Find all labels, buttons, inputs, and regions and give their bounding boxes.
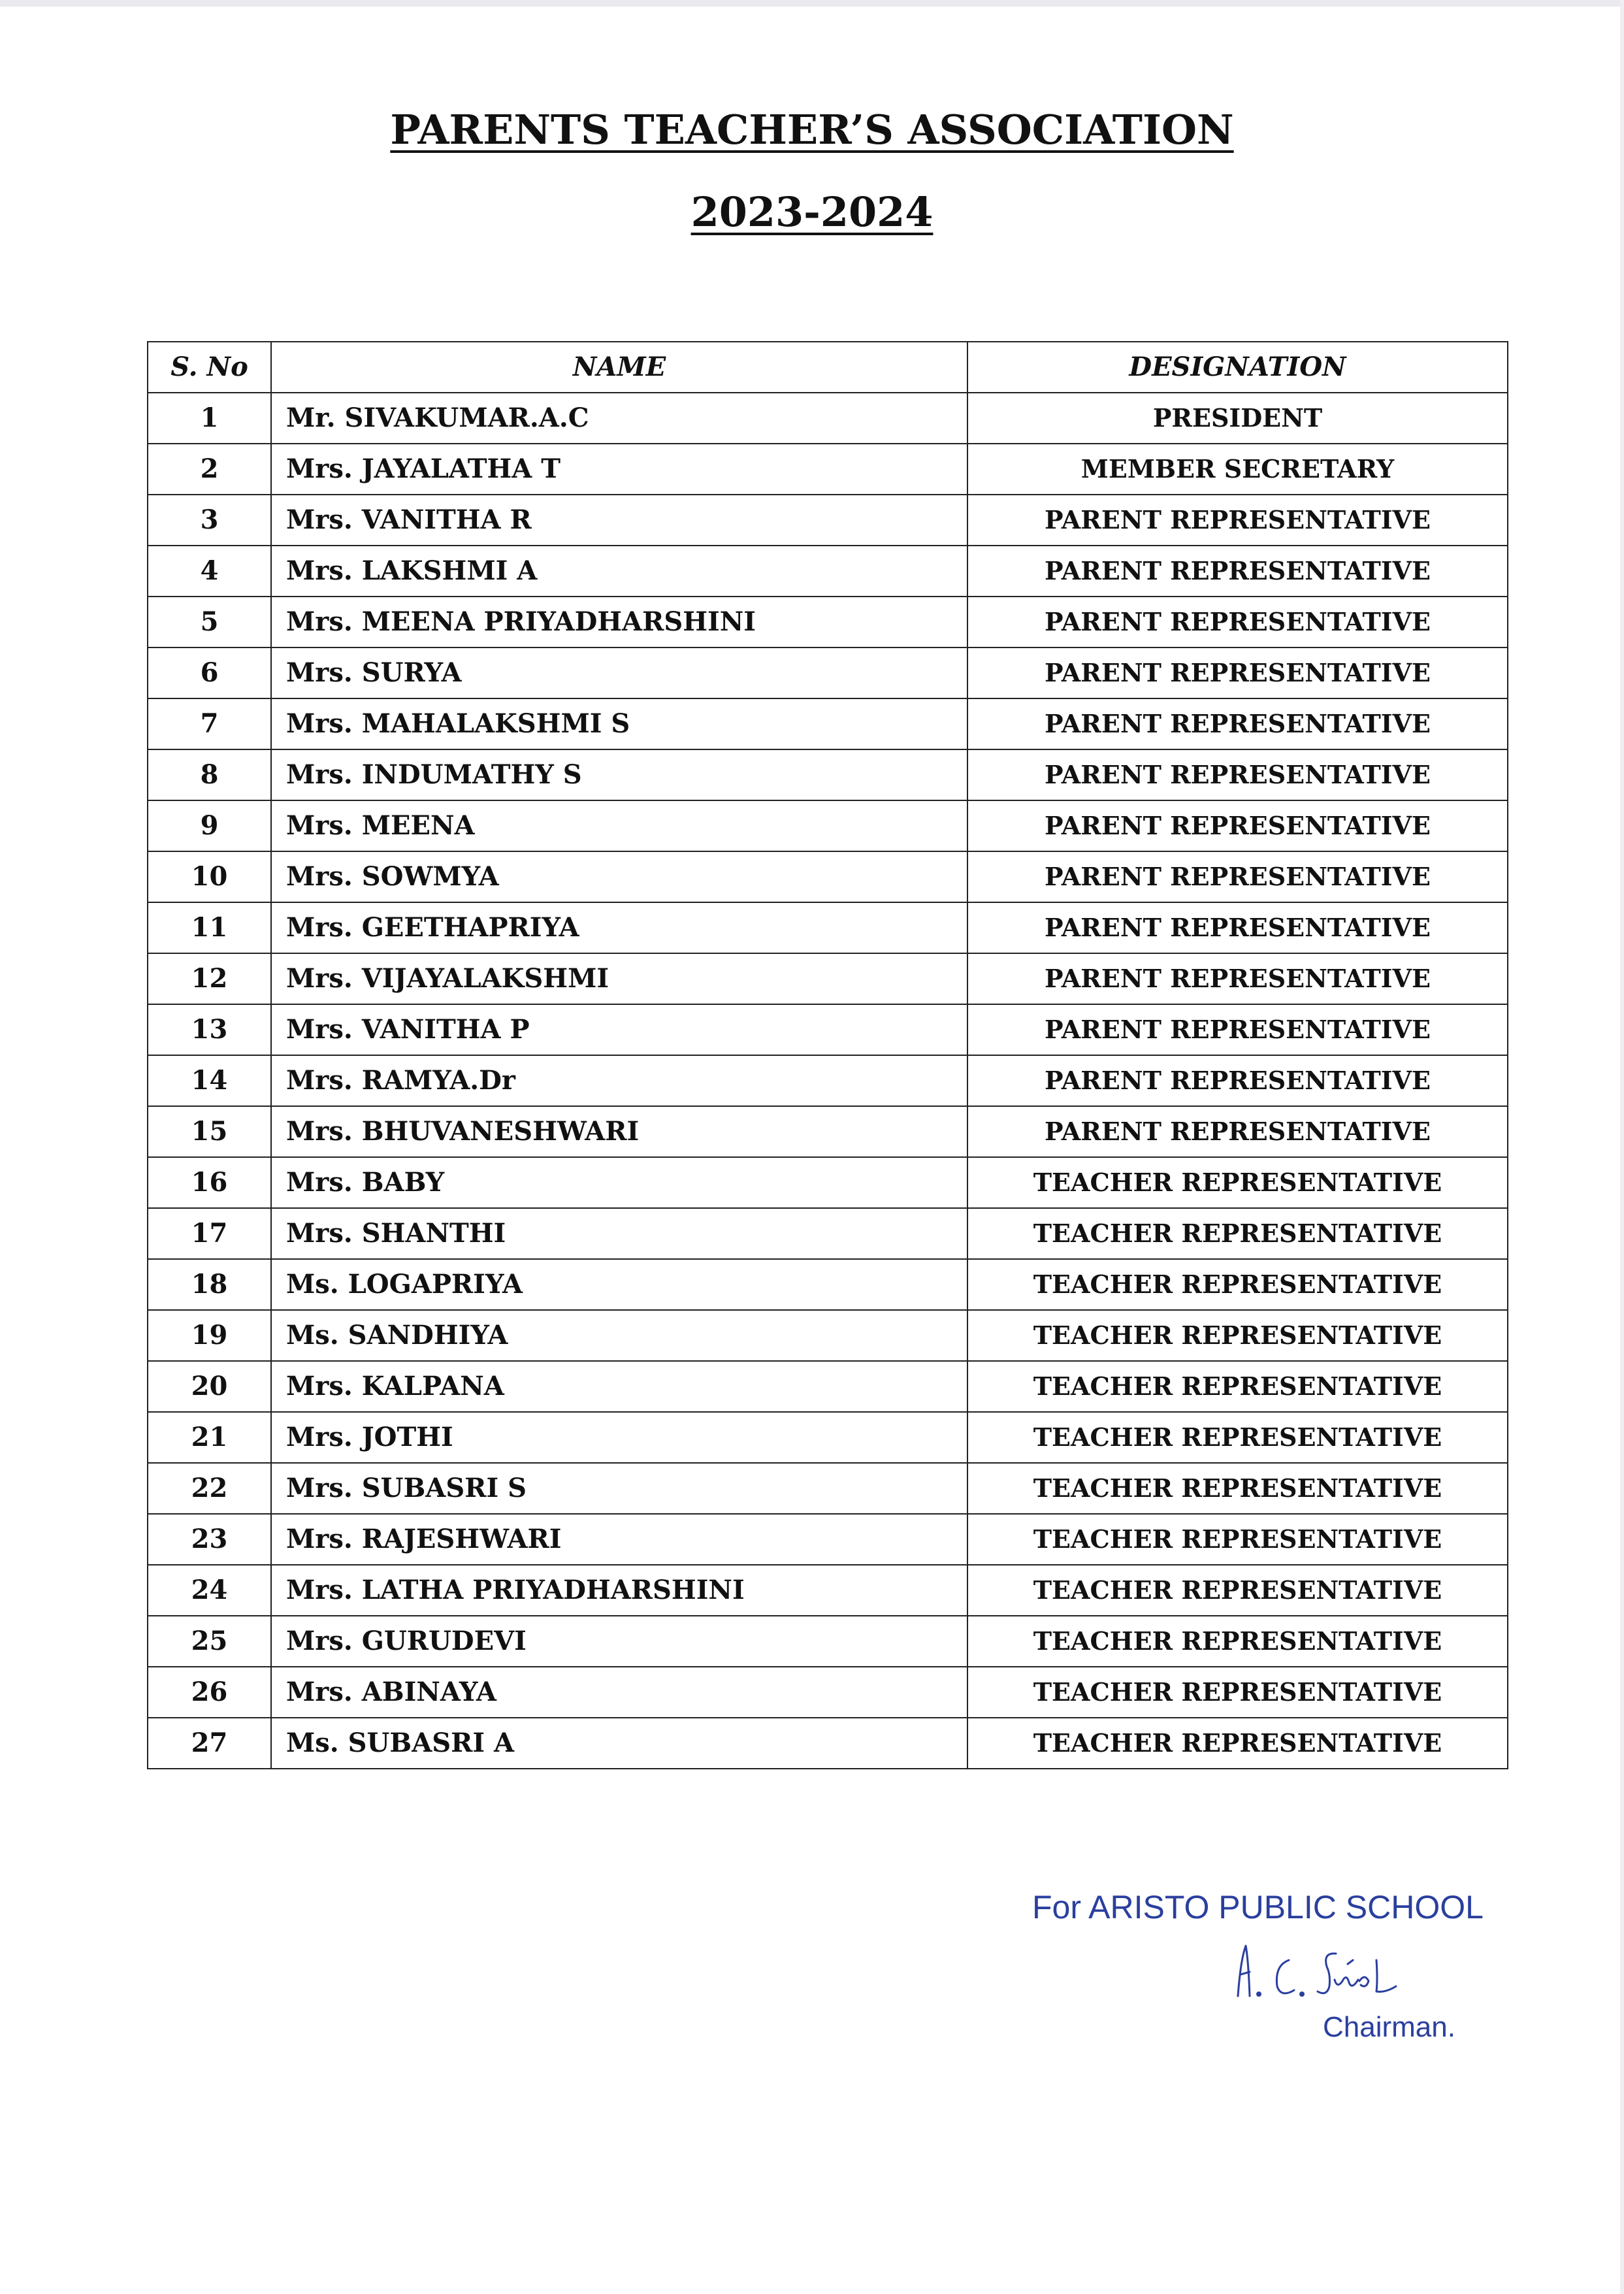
table-body bbox=[148, 393, 1508, 1769]
scan-right-edge bbox=[1620, 0, 1624, 2294]
cell-designation: MEMBER SECRETARY bbox=[967, 444, 1508, 495]
cell-name: Mrs. SUBASRI S bbox=[271, 1463, 967, 1514]
cell-name: Mrs. RAMYA.Dr bbox=[271, 1055, 967, 1106]
cell-name: Ms. SUBASRI A bbox=[271, 1718, 967, 1769]
cell-name: Mrs. LAKSHMI A bbox=[271, 546, 967, 597]
cell-designation: PARENT REPRESENTATIVE bbox=[967, 1004, 1508, 1055]
cell-designation: PARENT REPRESENTATIVE bbox=[967, 698, 1508, 749]
cell-name: Mrs. RAJESHWARI bbox=[271, 1514, 967, 1565]
cell-name: Mrs. JOTHI bbox=[271, 1412, 967, 1463]
cell-name: Mrs. INDUMATHY S bbox=[271, 749, 967, 800]
cell-designation: PARENT REPRESENTATIVE bbox=[967, 495, 1508, 546]
cell-sno: 20 bbox=[148, 1361, 271, 1412]
cell-sno: 16 bbox=[148, 1157, 271, 1208]
cell-designation: TEACHER REPRESENTATIVE bbox=[967, 1208, 1508, 1259]
cell-sno: 24 bbox=[148, 1565, 271, 1616]
cell-designation: TEACHER REPRESENTATIVE bbox=[967, 1463, 1508, 1514]
cell-designation: TEACHER REPRESENTATIVE bbox=[967, 1310, 1508, 1361]
table-row bbox=[148, 1208, 1508, 1259]
table-row bbox=[148, 1667, 1508, 1718]
table-row bbox=[148, 1004, 1508, 1055]
cell-designation: TEACHER REPRESENTATIVE bbox=[967, 1514, 1508, 1565]
stamp-role-label: Chairman. bbox=[1323, 2011, 1455, 2043]
cell-designation: PRESIDENT bbox=[967, 393, 1508, 444]
cell-name: Mrs. SURYA bbox=[271, 647, 967, 698]
table-row bbox=[148, 1514, 1508, 1565]
cell-sno: 7 bbox=[148, 698, 271, 749]
table-row bbox=[148, 1157, 1508, 1208]
scan-top-edge bbox=[0, 0, 1624, 7]
table-row bbox=[148, 444, 1508, 495]
cell-designation: TEACHER REPRESENTATIVE bbox=[967, 1667, 1508, 1718]
cell-name: Ms. LOGAPRIYA bbox=[271, 1259, 967, 1310]
cell-sno: 3 bbox=[148, 495, 271, 546]
cell-sno: 26 bbox=[148, 1667, 271, 1718]
table-row bbox=[148, 1565, 1508, 1616]
cell-name: Mrs. ABINAYA bbox=[271, 1667, 967, 1718]
cell-name: Mrs. VIJAYALAKSHMI bbox=[271, 953, 967, 1004]
table-row bbox=[148, 1361, 1508, 1412]
table-row bbox=[148, 800, 1508, 851]
cell-sno: 22 bbox=[148, 1463, 271, 1514]
cell-designation: PARENT REPRESENTATIVE bbox=[967, 1055, 1508, 1106]
cell-sno: 21 bbox=[148, 1412, 271, 1463]
cell-sno: 11 bbox=[148, 902, 271, 953]
table-row bbox=[148, 1106, 1508, 1157]
table-row bbox=[148, 393, 1508, 444]
cell-sno: 9 bbox=[148, 800, 271, 851]
cell-designation: PARENT REPRESENTATIVE bbox=[967, 953, 1508, 1004]
cell-sno: 8 bbox=[148, 749, 271, 800]
cell-sno: 14 bbox=[148, 1055, 271, 1106]
cell-name: Mrs. VANITHA R bbox=[271, 495, 967, 546]
cell-sno: 6 bbox=[148, 647, 271, 698]
cell-sno: 1 bbox=[148, 393, 271, 444]
table-header-row bbox=[148, 342, 1508, 393]
cell-name: Mrs. SOWMYA bbox=[271, 851, 967, 902]
table-row bbox=[148, 1055, 1508, 1106]
cell-name: Mrs. GEETHAPRIYA bbox=[271, 902, 967, 953]
cell-designation: TEACHER REPRESENTATIVE bbox=[967, 1412, 1508, 1463]
cell-name: Mrs. MEENA PRIYADHARSHINI bbox=[271, 597, 967, 647]
table-row bbox=[148, 902, 1508, 953]
cell-sno: 10 bbox=[148, 851, 271, 902]
cell-designation: PARENT REPRESENTATIVE bbox=[967, 851, 1508, 902]
cell-designation: PARENT REPRESENTATIVE bbox=[967, 1106, 1508, 1157]
table-row bbox=[148, 546, 1508, 597]
cell-name: Mrs. BHUVANESHWARI bbox=[271, 1106, 967, 1157]
table-row bbox=[148, 597, 1508, 647]
document-title bbox=[0, 106, 1624, 154]
chairman-signature bbox=[1231, 1934, 1401, 2006]
cell-designation: TEACHER REPRESENTATIVE bbox=[967, 1259, 1508, 1310]
cell-sno: 12 bbox=[148, 953, 271, 1004]
cell-sno: 15 bbox=[148, 1106, 271, 1157]
table-row bbox=[148, 495, 1508, 546]
cell-sno: 23 bbox=[148, 1514, 271, 1565]
table-row bbox=[148, 749, 1508, 800]
table-row bbox=[148, 1310, 1508, 1361]
cell-sno: 27 bbox=[148, 1718, 271, 1769]
document-year bbox=[0, 188, 1624, 236]
header-name: NAME bbox=[271, 342, 967, 393]
cell-name: Ms. SANDHIYA bbox=[271, 1310, 967, 1361]
table-row bbox=[148, 1259, 1508, 1310]
cell-sno: 13 bbox=[148, 1004, 271, 1055]
cell-name: Mrs. MEENA bbox=[271, 800, 967, 851]
members-table bbox=[147, 341, 1508, 1769]
table-row bbox=[148, 1616, 1508, 1667]
cell-designation: PARENT REPRESENTATIVE bbox=[967, 800, 1508, 851]
cell-designation: TEACHER REPRESENTATIVE bbox=[967, 1565, 1508, 1616]
cell-name: Mrs. VANITHA P bbox=[271, 1004, 967, 1055]
cell-name: Mrs. BABY bbox=[271, 1157, 967, 1208]
cell-designation: TEACHER REPRESENTATIVE bbox=[967, 1157, 1508, 1208]
cell-name: Mrs. LATHA PRIYADHARSHINI bbox=[271, 1565, 967, 1616]
cell-sno: 2 bbox=[148, 444, 271, 495]
cell-sno: 19 bbox=[148, 1310, 271, 1361]
cell-name: Mrs. KALPANA bbox=[271, 1361, 967, 1412]
cell-designation: PARENT REPRESENTATIVE bbox=[967, 597, 1508, 647]
cell-designation: TEACHER REPRESENTATIVE bbox=[967, 1361, 1508, 1412]
cell-name: Mrs. GURUDEVI bbox=[271, 1616, 967, 1667]
cell-sno: 25 bbox=[148, 1616, 271, 1667]
cell-sno: 4 bbox=[148, 546, 271, 597]
table-row bbox=[148, 1412, 1508, 1463]
cell-sno: 17 bbox=[148, 1208, 271, 1259]
cell-name: Mr. SIVAKUMAR.A.C bbox=[271, 393, 967, 444]
cell-name: Mrs. MAHALAKSHMI S bbox=[271, 698, 967, 749]
stamp-school-line: For ARISTO PUBLIC SCHOOL bbox=[1032, 1889, 1484, 1925]
table-row bbox=[148, 851, 1508, 902]
table-row bbox=[148, 647, 1508, 698]
cell-name: Mrs. SHANTHI bbox=[271, 1208, 967, 1259]
header-sno: S. No bbox=[148, 342, 271, 393]
table-row bbox=[148, 1463, 1508, 1514]
school-stamp bbox=[1006, 1888, 1502, 2058]
header-designation: DESIGNATION bbox=[967, 342, 1508, 393]
cell-designation: PARENT REPRESENTATIVE bbox=[967, 749, 1508, 800]
document-title-text: PARENTS TEACHER’S ASSOCIATION bbox=[390, 106, 1234, 154]
cell-designation: PARENT REPRESENTATIVE bbox=[967, 546, 1508, 597]
cell-sno: 18 bbox=[148, 1259, 271, 1310]
table-row bbox=[148, 953, 1508, 1004]
cell-designation: TEACHER REPRESENTATIVE bbox=[967, 1616, 1508, 1667]
cell-sno: 5 bbox=[148, 597, 271, 647]
table-row bbox=[148, 698, 1508, 749]
document-year-text: 2023-2024 bbox=[690, 188, 934, 236]
cell-name: Mrs. JAYALATHA T bbox=[271, 444, 967, 495]
cell-designation: PARENT REPRESENTATIVE bbox=[967, 647, 1508, 698]
table-row bbox=[148, 1718, 1508, 1769]
cell-designation: TEACHER REPRESENTATIVE bbox=[967, 1718, 1508, 1769]
cell-designation: PARENT REPRESENTATIVE bbox=[967, 902, 1508, 953]
